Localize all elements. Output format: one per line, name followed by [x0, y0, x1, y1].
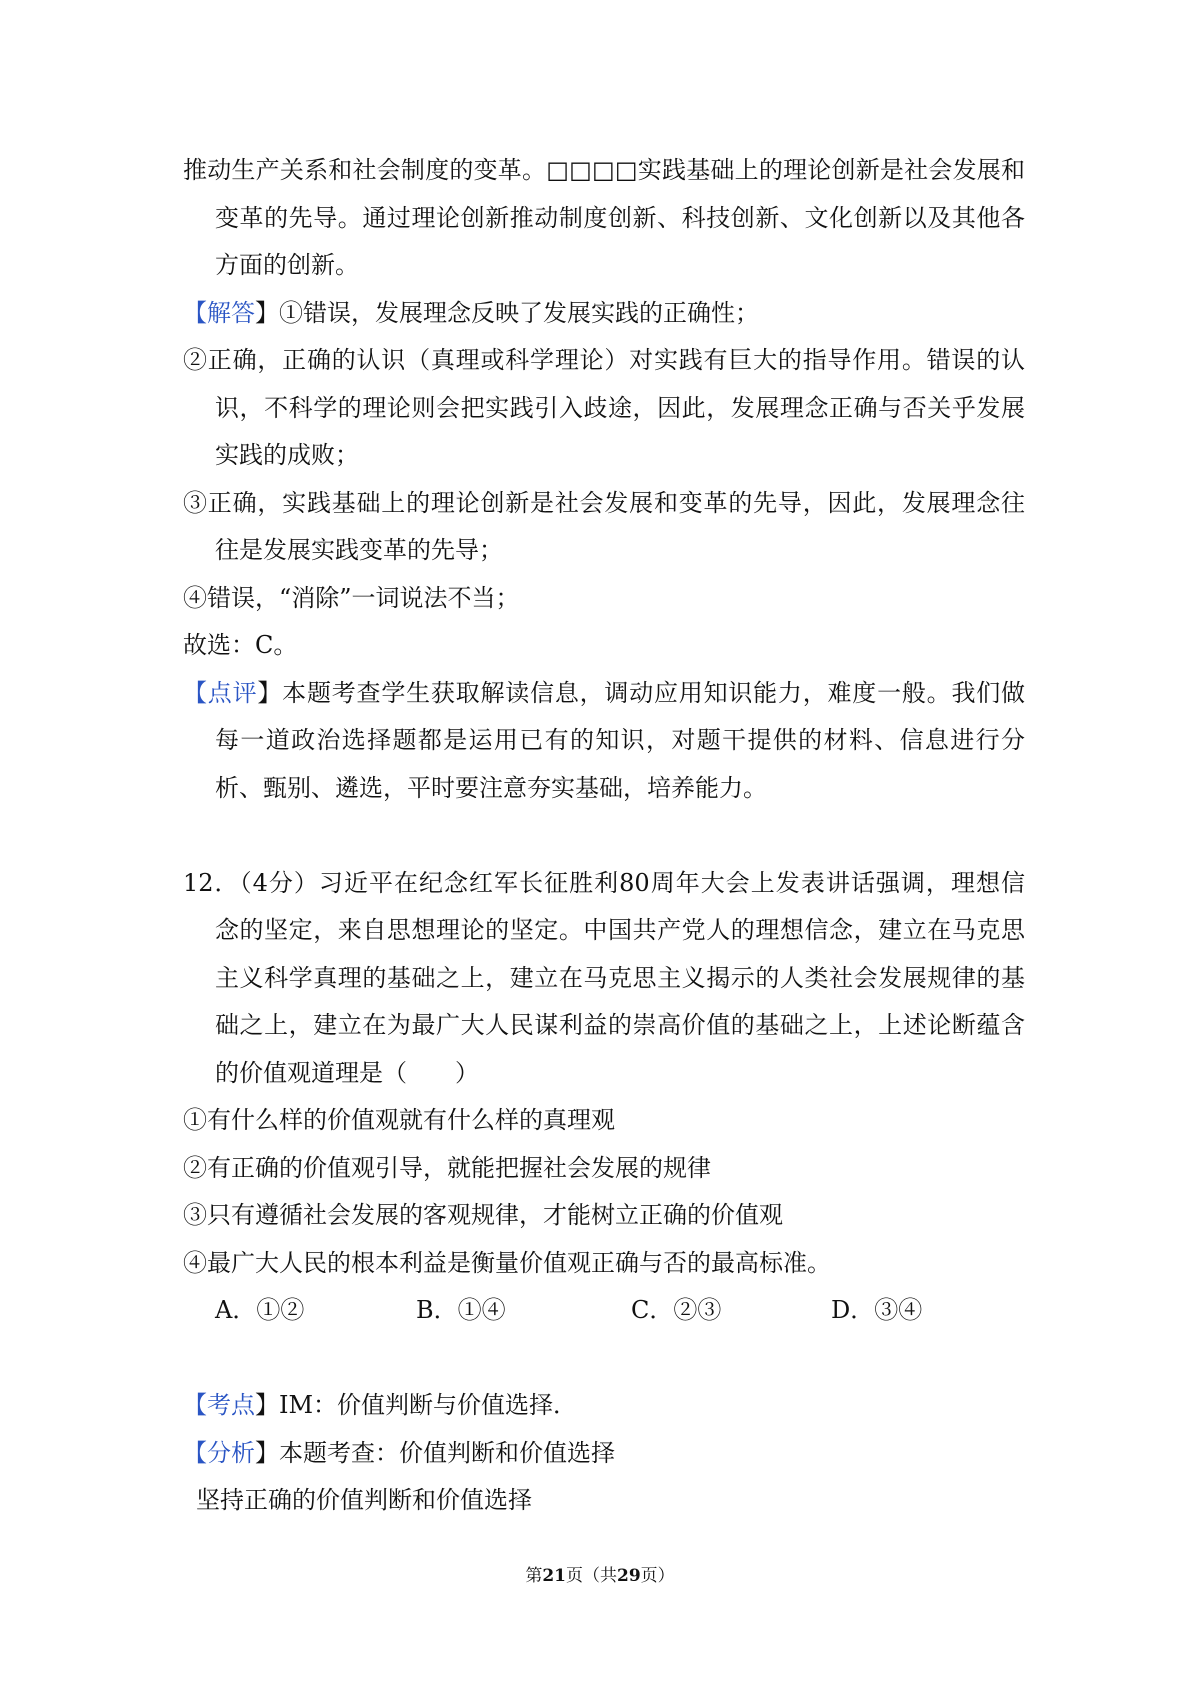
knowledge-text: IM：价值判断与价值选择． — [279, 1391, 578, 1419]
comment-first-line — [183, 670, 1025, 718]
question-stem-line: 础之上，建立在为最广大人民谋利益的崇高价值的基础之上，上述论断蕴含 — [215, 1011, 1025, 1039]
option-d: D．③④ — [831, 1296, 923, 1324]
answer-label: 解答 — [207, 298, 255, 327]
comment-label-open: 【 — [183, 678, 208, 707]
continuation-line: 变革的先导。通过理论创新推动制度创新、科技创新、文化创新以及其他各 — [215, 203, 1025, 232]
option-a: A．①② — [215, 1296, 305, 1324]
knowledge-label-open: 【 — [183, 1391, 207, 1419]
answer-label-close: 】 — [255, 298, 279, 327]
question-stem-line: 的价值观道理是（ ） — [215, 1058, 479, 1087]
comment-line: 每一道政治选择题都是运用已有的知识，对题干提供的材料、信息进行分 — [215, 726, 1025, 754]
footer-middle: 页（共 — [566, 1566, 617, 1586]
answer-item-line: 识，不科学的理论则会把实践引入歧途，因此，发展理念正确与否关乎发展 — [215, 393, 1025, 422]
answer-options — [0, 1287, 1200, 1335]
footer-prefix: 第 — [525, 1566, 543, 1586]
answer-item-line: ④错误，“消除”一词说法不当； — [183, 583, 520, 612]
footer-page-number: 21 — [542, 1566, 566, 1586]
question-stem-line: 12．（4分）习近平在纪念红军长征胜利80周年大会上发表讲话强调，理想信 — [183, 868, 1025, 897]
answer-item-line: 实践的成败； — [215, 441, 359, 469]
answer-item-line: ②正确，正确的认识（真理或科学理论）对实践有巨大的指导作用。错误的认 — [183, 346, 1025, 374]
answer-choice: 故选：C。 — [183, 631, 298, 659]
option-c: C．②③ — [631, 1296, 722, 1324]
answer-item-line: 往是发展实践变革的先导； — [215, 536, 503, 564]
document-body — [0, 147, 1200, 1525]
analysis-text: 本题考查：价值判断和价值选择 — [279, 1438, 615, 1467]
continuation-line: 推动生产关系和社会制度的变革。□□□□实践基础上的理论创新是社会发展和 — [183, 156, 1025, 184]
analysis — [183, 1430, 1025, 1478]
statement-item: ①有什么样的价值观就有什么样的真理观 — [183, 1106, 615, 1134]
footer-total-pages: 29 — [617, 1566, 641, 1586]
option-b: B．①④ — [416, 1296, 506, 1324]
knowledge-label-close: 】 — [255, 1391, 279, 1419]
comment-label-close: 】 — [257, 678, 283, 707]
knowledge-point — [183, 1382, 1025, 1430]
analysis-label-open: 【 — [183, 1438, 207, 1467]
answer-first-line — [183, 290, 1025, 338]
knowledge-label: 考点 — [207, 1391, 255, 1419]
comment-label: 点评 — [207, 678, 258, 707]
question-stem-line: 念的坚定，来自思想理论的坚定。中国共产党人的理想信念，建立在马克思 — [215, 916, 1025, 944]
analysis-label: 分析 — [207, 1438, 255, 1467]
answer-text: ①错误，发展理念反映了发展实践的正确性； — [279, 298, 759, 327]
comment-line: 析、甄别、遴选，平时要注意夯实基础，培养能力。 — [215, 773, 767, 802]
continuation-line: 方面的创新。 — [215, 251, 359, 279]
spacer — [0, 812, 1200, 860]
analysis-line: 坚持正确的价值判断和价值选择 — [196, 1486, 532, 1514]
statement-item: ③只有遵循社会发展的客观规律，才能树立正确的价值观 — [183, 1201, 783, 1229]
analysis-label-close: 】 — [255, 1438, 279, 1467]
comment-text: 本题考查学生获取解读信息，调动应用知识能力，难度一般。我们做 — [282, 678, 1026, 707]
question-stem-line: 主义科学真理的基础之上，建立在马克思主义揭示的人类社会发展规律的基 — [215, 963, 1025, 992]
statement-item: ②有正确的价值观引导，就能把握社会发展的规律 — [183, 1153, 711, 1182]
page-footer — [0, 1563, 1200, 1589]
footer-suffix: 页） — [640, 1566, 675, 1586]
answer-item-line: ③正确，实践基础上的理论创新是社会发展和变革的先导，因此，发展理念往 — [183, 488, 1025, 517]
answer-label-open: 【 — [183, 298, 207, 327]
spacer — [0, 1335, 1200, 1383]
statement-item: ④最广大人民的根本利益是衡量价值观正确与否的最高标准。 — [183, 1248, 831, 1277]
